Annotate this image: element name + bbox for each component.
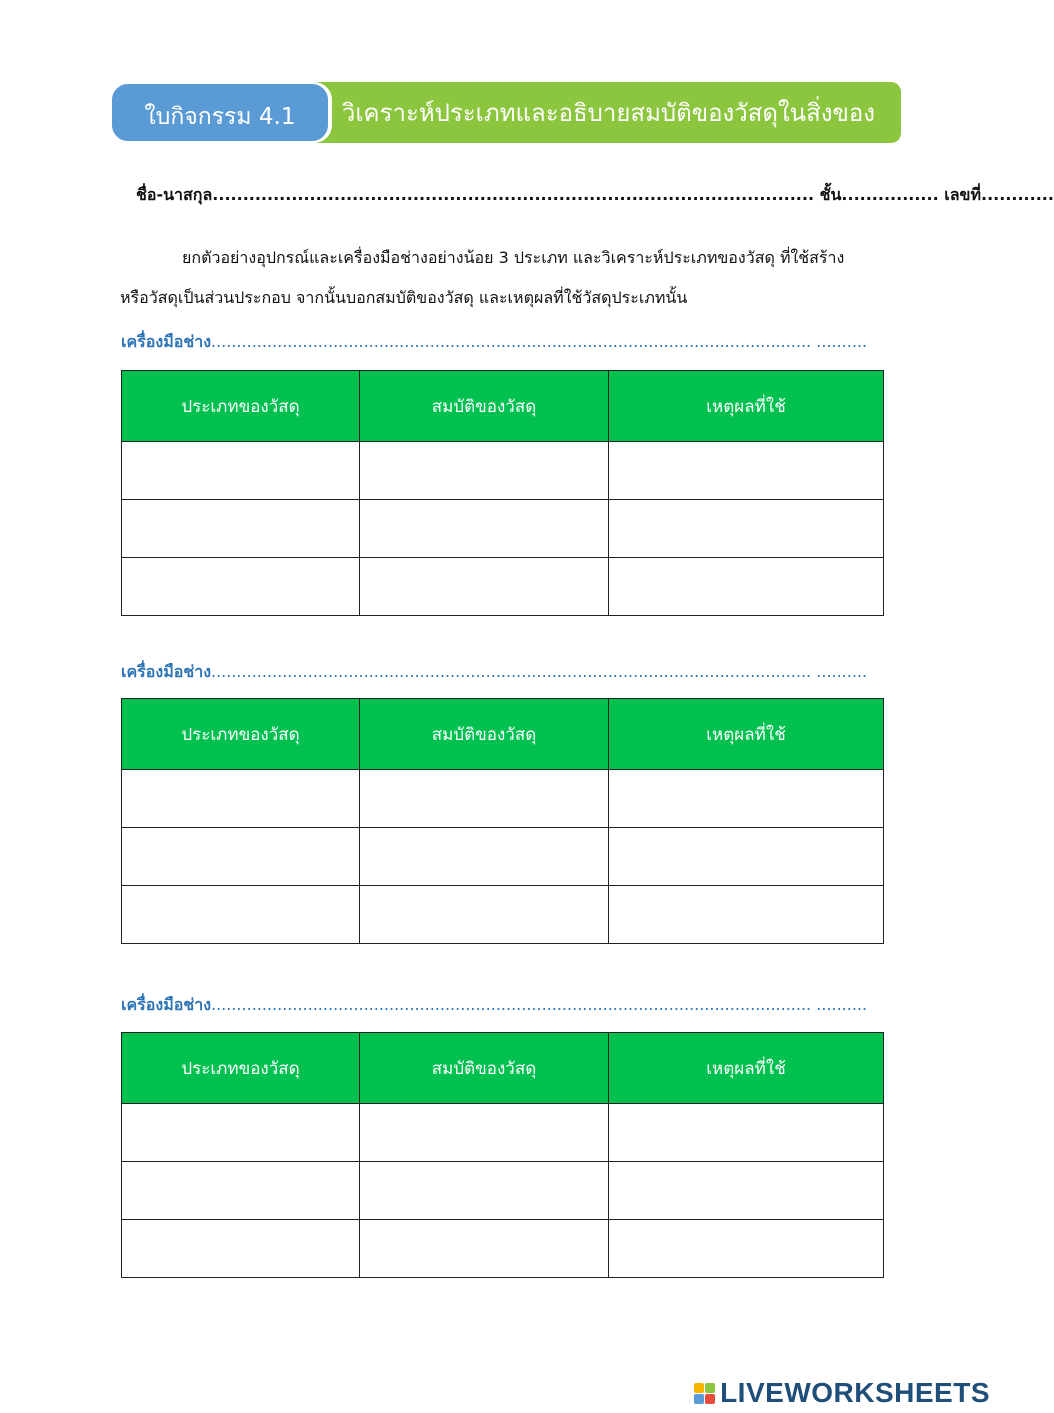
table-cell[interactable] — [122, 500, 360, 558]
class-label: ชั้น — [819, 185, 842, 204]
header-material-property: สมบัติของวัสดุ — [360, 699, 609, 770]
name-blank[interactable]: ................................................................................................... — [212, 185, 815, 204]
activity-badge — [110, 82, 330, 143]
tool-name-blank[interactable]: ...................................................................................................................... .......... — [211, 662, 868, 681]
table-cell[interactable] — [122, 442, 360, 500]
tool-label-text: เครื่องมือช่าง — [121, 332, 211, 351]
table-cell[interactable] — [609, 1162, 884, 1220]
table-cell[interactable] — [360, 500, 609, 558]
tool-name-blank[interactable]: ...................................................................................................................... .......... — [211, 332, 868, 351]
student-info-line — [136, 183, 1054, 208]
header-reason: เหตุผลที่ใช้ — [609, 699, 884, 770]
table-cell[interactable] — [360, 1104, 609, 1162]
table-cell[interactable] — [360, 886, 609, 944]
table-header-row — [122, 699, 884, 770]
table-cell[interactable] — [609, 442, 884, 500]
instructions-line-1: ยกตัวอย่างอุปกรณ์และเครื่องมือช่างอย่างน้อย 3 ประเภท และวิเคราะห์ประเภทของวัสดุ ที่ใช้สร้าง — [182, 248, 845, 267]
number-label: เลขที่ — [944, 185, 981, 204]
tool-label-3 — [121, 993, 868, 1018]
table-cell[interactable] — [122, 770, 360, 828]
tool-label-text: เครื่องมือช่าง — [121, 995, 211, 1014]
table-row — [122, 558, 884, 616]
title-bar — [290, 82, 901, 143]
tool-name-blank[interactable]: ...................................................................................................................... .......... — [211, 995, 868, 1014]
liveworksheets-brand — [694, 1377, 990, 1409]
header-material-type: ประเภทของวัสดุ — [122, 699, 360, 770]
table-cell[interactable] — [609, 500, 884, 558]
instructions-line-2: หรือวัสดุเป็นส่วนประกอบ จากนั้นบอกสมบัติของวัสดุ และเหตุผลที่ใช้วัสดุประเภทนั้น — [120, 288, 688, 307]
table-cell[interactable] — [360, 558, 609, 616]
header-material-property: สมบัติของวัสดุ — [360, 371, 609, 442]
material-table-1 — [121, 370, 884, 616]
table-cell[interactable] — [122, 886, 360, 944]
header-reason: เหตุผลที่ใช้ — [609, 1033, 884, 1104]
table-row — [122, 886, 884, 944]
table-cell[interactable] — [122, 1104, 360, 1162]
header-reason: เหตุผลที่ใช้ — [609, 371, 884, 442]
table-cell[interactable] — [122, 828, 360, 886]
header-material-property: สมบัติของวัสดุ — [360, 1033, 609, 1104]
material-table-3 — [121, 1032, 884, 1278]
tool-label-1 — [121, 330, 868, 355]
table-cell[interactable] — [609, 558, 884, 616]
tool-label-text: เครื่องมือช่าง — [121, 662, 211, 681]
instructions — [120, 236, 880, 320]
liveworksheets-logo-icon — [694, 1383, 715, 1404]
table-cell[interactable] — [122, 558, 360, 616]
table-header-row — [122, 1033, 884, 1104]
worksheet-title: วิเคราะห์ประเภทและอธิบายสมบัติของวัสดุในสิ่งของ — [341, 99, 875, 127]
table-cell[interactable] — [609, 1220, 884, 1278]
name-label: ชื่อ-นาสกุล — [136, 185, 213, 204]
table-cell[interactable] — [122, 1162, 360, 1220]
table-cell[interactable] — [360, 770, 609, 828]
table-header-row — [122, 371, 884, 442]
table-cell[interactable] — [360, 1220, 609, 1278]
table-row — [122, 1104, 884, 1162]
table-cell[interactable] — [360, 828, 609, 886]
table-cell[interactable] — [360, 442, 609, 500]
table-cell[interactable] — [122, 1220, 360, 1278]
class-blank[interactable]: ................ — [841, 185, 939, 204]
table-cell[interactable] — [609, 770, 884, 828]
table-row — [122, 828, 884, 886]
table-cell[interactable] — [360, 1162, 609, 1220]
material-table-2 — [121, 698, 884, 944]
table-row — [122, 442, 884, 500]
table-row — [122, 500, 884, 558]
header-banner — [110, 82, 901, 143]
number-blank[interactable]: ............ — [981, 185, 1054, 204]
brand-text: LIVEWORKSHEETS — [720, 1377, 990, 1408]
header-material-type: ประเภทของวัสดุ — [122, 1033, 360, 1104]
table-cell[interactable] — [609, 886, 884, 944]
table-row — [122, 770, 884, 828]
table-row — [122, 1220, 884, 1278]
table-cell[interactable] — [609, 828, 884, 886]
activity-label: ใบกิจกรรม 4.1 — [144, 103, 296, 130]
table-row — [122, 1162, 884, 1220]
header-material-type: ประเภทของวัสดุ — [122, 371, 360, 442]
tool-label-2 — [121, 660, 868, 685]
table-cell[interactable] — [609, 1104, 884, 1162]
